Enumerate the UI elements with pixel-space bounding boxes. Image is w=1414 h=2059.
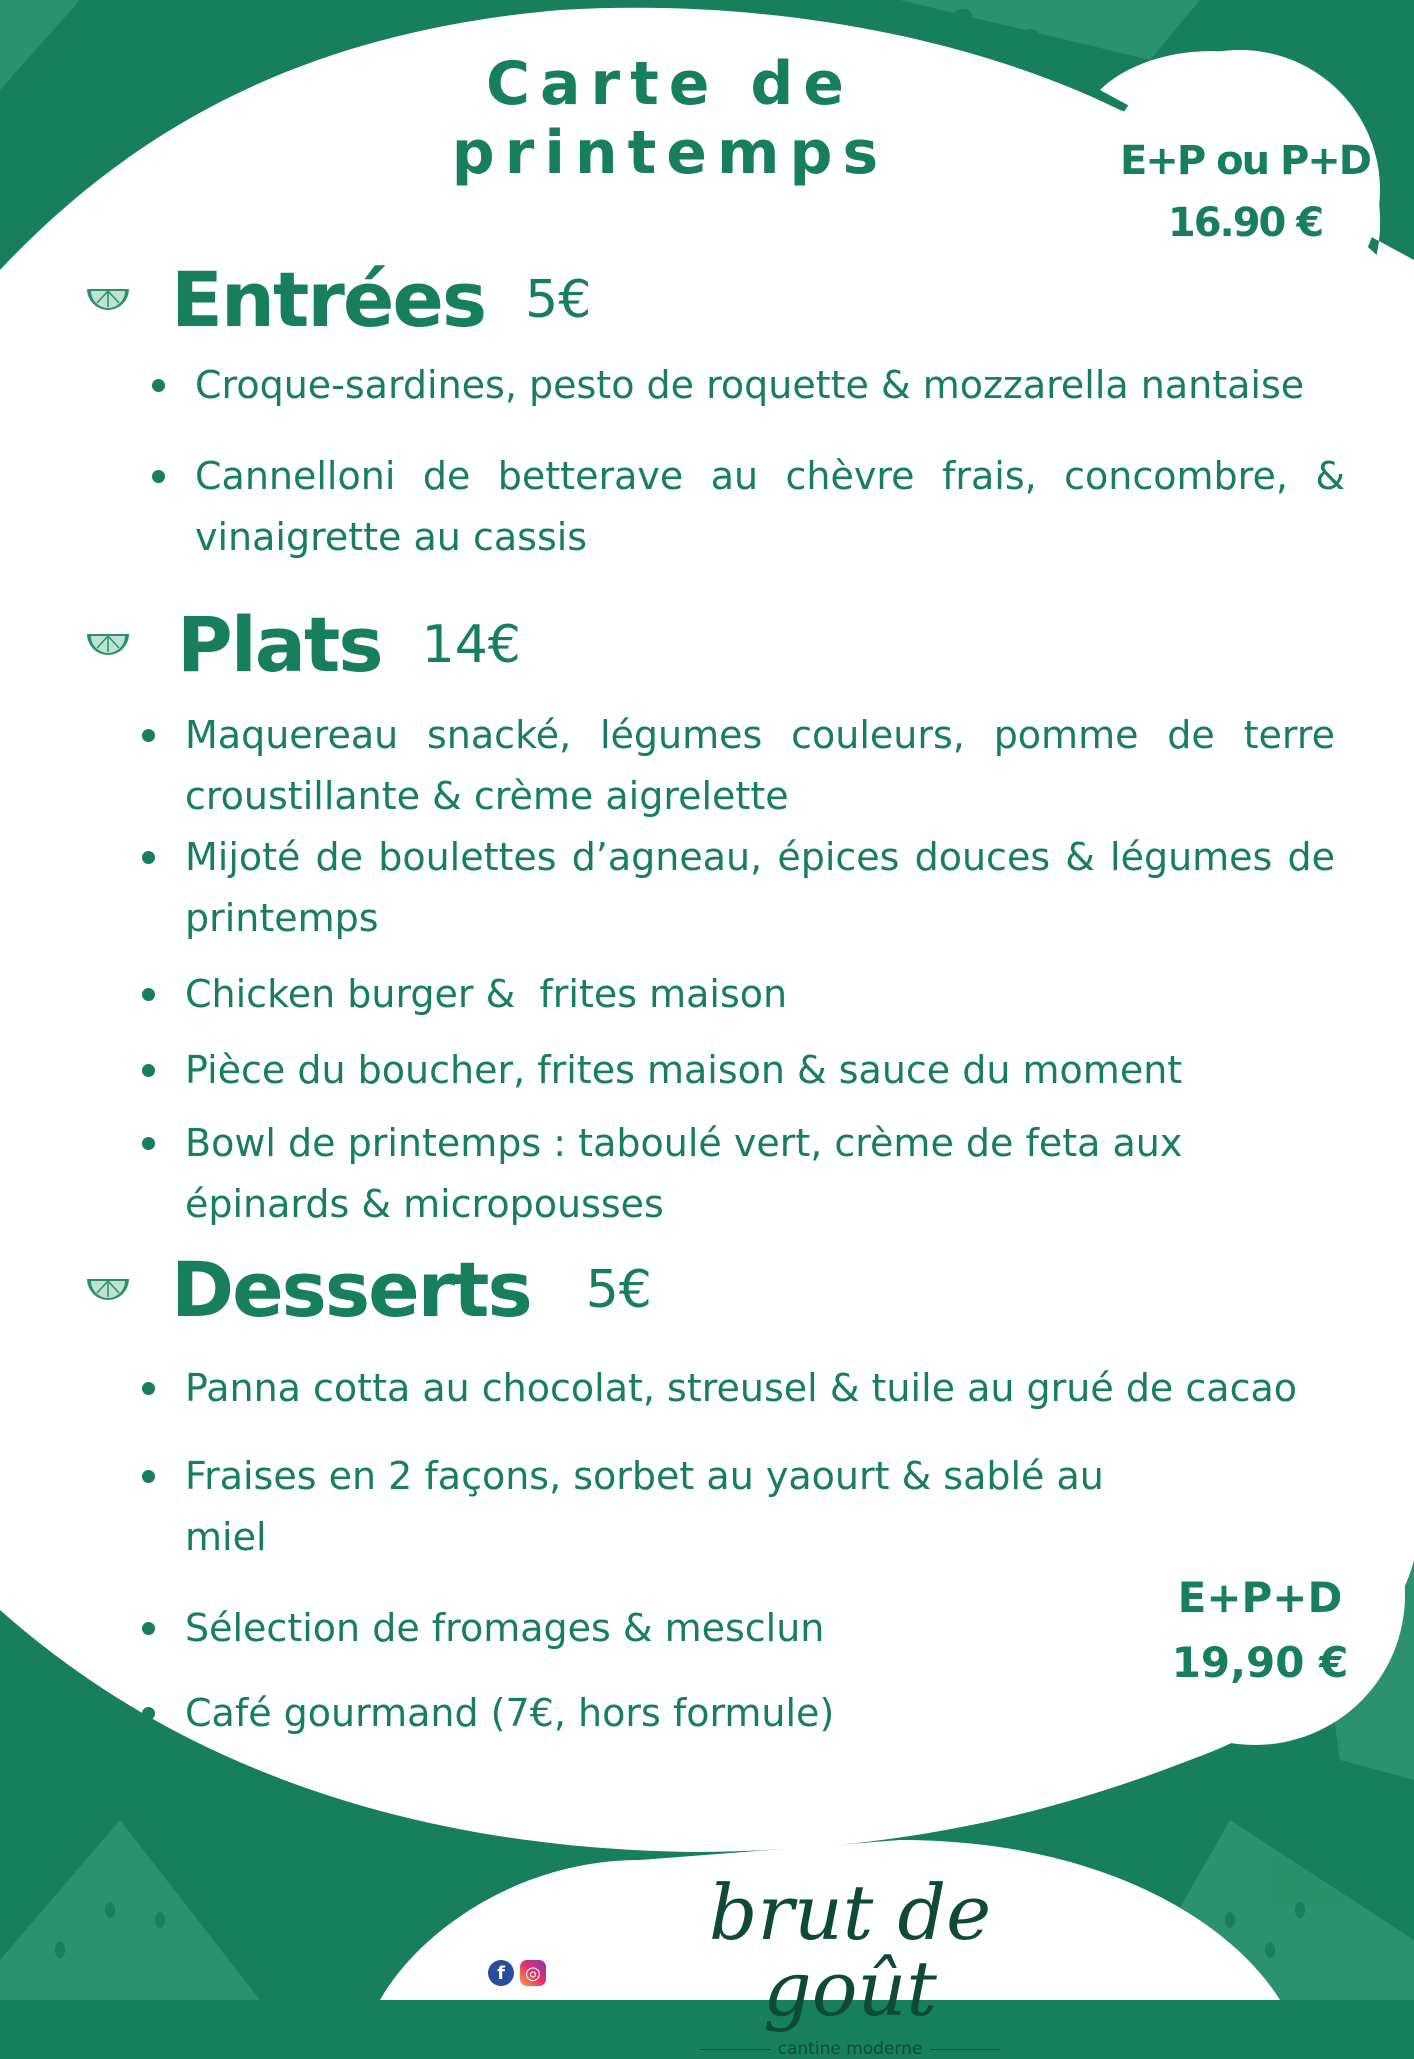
list-item: Café gourmand (7€, hors formule) bbox=[140, 1683, 1140, 1744]
section-title: Desserts bbox=[171, 1245, 531, 1334]
section-price: 5€ bbox=[525, 269, 592, 330]
section-price: 14€ bbox=[421, 614, 521, 675]
list-item: Sélection de fromages & mesclun bbox=[140, 1598, 1140, 1659]
section-header-plats bbox=[85, 600, 521, 689]
section-title: Plats bbox=[177, 600, 382, 689]
section-price: 5€ bbox=[585, 1259, 652, 1320]
formula-price: 16.90 € bbox=[1167, 200, 1323, 246]
section-title: Entrées bbox=[171, 255, 486, 344]
menu-title-line2: printemps bbox=[451, 118, 889, 188]
menu-title-line1: Carte de bbox=[485, 49, 855, 119]
list-item: Panna cotta au chocolat, streusel & tuile au grué de cacao bbox=[140, 1358, 1385, 1419]
formula-label: E+P+D bbox=[1177, 1573, 1343, 1622]
entrees-list bbox=[150, 355, 1345, 568]
section-header-desserts bbox=[85, 1245, 652, 1334]
formula-badge-ep-pd bbox=[1110, 130, 1380, 254]
menu-title bbox=[360, 50, 980, 188]
instagram-icon[interactable]: ◎ bbox=[520, 1960, 546, 1986]
formula-price: 19,90 € bbox=[1171, 1638, 1349, 1688]
list-item: Cannelloni de betterave au chèvre frais, concombre, & vinaigrette au cassis bbox=[150, 446, 1345, 568]
list-item: Mijoté de boulettes d’agneau, épices douces & légumes de printemps bbox=[140, 827, 1335, 949]
formula-badge-epd bbox=[1140, 1565, 1380, 1695]
facebook-icon[interactable]: f bbox=[488, 1960, 514, 1986]
list-item: Maquereau snacké, légumes couleurs, pomme de terre croustillante & crème aigrelette bbox=[140, 705, 1335, 827]
social-icons bbox=[488, 1960, 546, 1986]
list-item: Croque-sardines, pesto de roquette & mozzarella nantaise bbox=[150, 355, 1330, 416]
logo-tagline: cantine moderne bbox=[640, 2039, 1060, 2059]
formula-label: E+P ou P+D bbox=[1120, 138, 1370, 184]
list-item: Pièce du boucher, frites maison & sauce du moment bbox=[140, 1040, 1350, 1101]
lime-slice-icon bbox=[85, 285, 131, 315]
lime-slice-icon bbox=[85, 630, 131, 660]
logo-name: brut de goût bbox=[708, 1868, 992, 2033]
plats-list bbox=[140, 705, 1350, 1235]
brand-logo bbox=[640, 1868, 1060, 2059]
list-item: Bowl de printemps : taboulé vert, crème de feta aux épinards & micropousses bbox=[140, 1113, 1350, 1235]
lime-slice-icon bbox=[85, 1275, 131, 1305]
section-header-entrees bbox=[85, 255, 591, 344]
list-item: Chicken burger & frites maison bbox=[140, 964, 1350, 1025]
list-item: Fraises en 2 façons, sorbet au yaourt & sablé au miel bbox=[140, 1446, 1140, 1568]
